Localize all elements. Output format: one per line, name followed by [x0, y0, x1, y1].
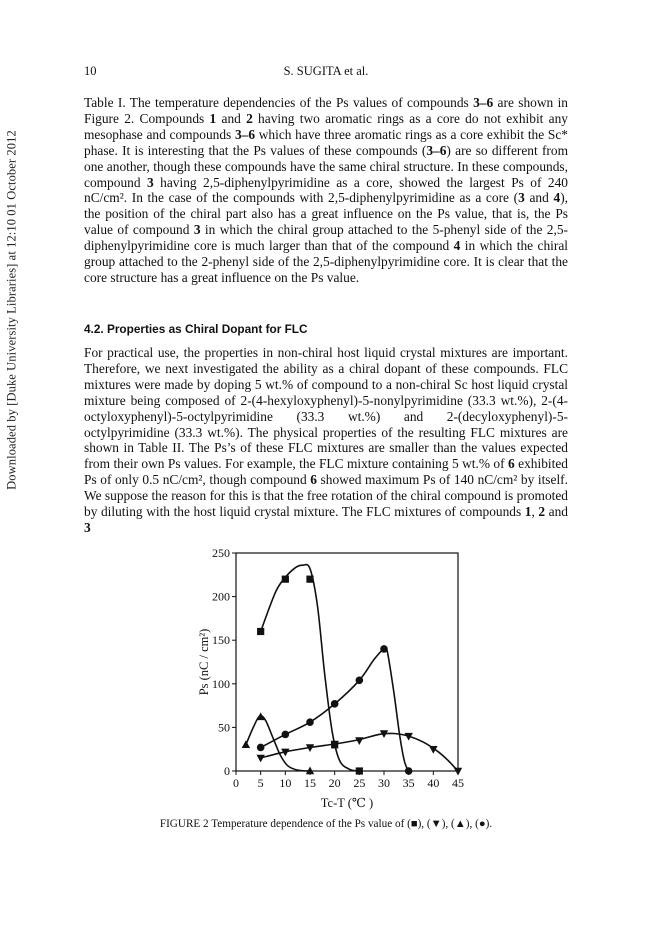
text-run: in which the chiral group attached to the 2-phenyl side of the 2,5-diphenylpyrimidine core. It is clear that the core structure has a great influence on the Ps value. — [84, 238, 568, 285]
triangle-down-marker — [355, 737, 363, 745]
compound-number: 3 — [518, 190, 525, 206]
y-tick-label: 250 — [212, 546, 230, 560]
square-marker — [356, 767, 363, 774]
chart-svg — [180, 545, 480, 825]
text-run: and — [545, 504, 568, 520]
square-marker — [257, 628, 264, 635]
compound-number: 6 — [508, 456, 515, 472]
y-axis-label: Ps (nC / cm²) — [197, 628, 211, 696]
text-run: are shown in Figure 2. Compounds — [84, 95, 568, 126]
text-run: showed maximum Ps of 140 nC/cm² by itself. We suppose the reason for this is that the free rotation of the chiral compound is promoted by diluting with the host liquid crystal mixture. The FLC mixtures of compounds — [84, 472, 568, 520]
compound-number: 3–6 — [473, 95, 494, 110]
compound-number: 3–6 — [426, 142, 447, 158]
text-run: in which the chiral group attached to the 5-phenyl side of the 2,5-diphenylpyrimidine core is much larger than that of the compound — [84, 222, 568, 254]
x-tick-label: 0 — [233, 776, 239, 790]
compound-number: 3–6 — [234, 126, 256, 142]
y-tick-label: 100 — [212, 676, 230, 691]
paragraph-table-discussion — [84, 95, 568, 286]
x-tick-label: 5 — [257, 776, 264, 790]
compound-number: 3 — [193, 222, 201, 238]
text-run: For practical use, the properties in non-chiral host liquid crystal mixtures are important. Therefore, we next investigated the ability as a chiral dopant of these compounds. FLC mixtures were made by doping 5 wt.% of compound to a non-chiral Sc host liquid crystal mixture being composed of 2-(4-hexyloxyphenyl)-5-nonylpyrimidine (33.3 wt.%), 2-(4-octyloxyphenyl)-5-octylpyrimidine (33.3 wt.%) and 2-(decyloxyphenyl)-5-octylpyrimidine (33.3 wt.%). The physical properties of the resulting FLC mixtures are shown in Table II. The Ps’s of these FLC mixtures are smaller than the values expected from their own Ps values. For example, the FLC mixture containing 5 wt.% of — [84, 345, 568, 472]
y-tick-label: 0 — [224, 764, 230, 778]
x-tick-label: 40 — [427, 776, 440, 790]
compound-number: 6 — [310, 472, 317, 488]
page-header — [84, 64, 568, 80]
circle-marker — [405, 767, 413, 775]
text-run: and — [216, 110, 247, 126]
triangle-up-marker — [242, 740, 250, 748]
compound-number: 1 — [524, 504, 532, 520]
compound-number: 3 — [84, 519, 91, 535]
x-tick-label: 10 — [279, 776, 292, 790]
triangle-down-marker — [454, 768, 462, 776]
triangle-down-marker — [256, 755, 264, 763]
square-marker — [282, 576, 289, 583]
text-run: having 2,5-diphenylpyrimidine as a core, showed the largest Ps of 240 nC/cm². In the case of the compounds with 2,5-diphenylpyrimidine as a core ( — [84, 174, 568, 206]
text-run: which have three aromatic rings as a core exhibit the Sc* phase. It is interesting that the Ps values of these compounds ( — [84, 126, 568, 158]
text-run: and — [524, 190, 554, 206]
compound-number: 4 — [553, 190, 561, 206]
section-title: 4.2. Properties as Chiral Dopant for FLC — [84, 322, 308, 336]
download-notice-text: Downloaded by [Duke University Libraries] at 12:10 01 October 2012 — [4, 130, 19, 490]
x-tick-label: 25 — [353, 776, 366, 790]
compound-number: 2 — [538, 504, 546, 520]
text-run: ) are so different from one another, though these compounds have the same chiral structure. In these compounds, compound — [84, 142, 568, 190]
compound-number: 1 — [209, 110, 217, 126]
y-tick-label: 150 — [212, 633, 230, 648]
page-number: 10 — [84, 64, 97, 78]
text-run: , — [531, 504, 539, 520]
circle-marker — [257, 744, 265, 752]
square-marker — [306, 576, 313, 583]
compound-number: 2 — [246, 110, 253, 126]
x-tick-label: 20 — [328, 776, 341, 790]
circle-marker — [356, 677, 364, 685]
circle-marker — [306, 718, 314, 726]
x-axis-label: Tc-T (℃ ) — [320, 796, 374, 810]
circle-marker — [380, 645, 388, 653]
y-tick-label: 50 — [218, 720, 230, 735]
compound-number: 4 — [453, 238, 461, 254]
x-tick-label: 15 — [304, 776, 316, 790]
figure-2-chart — [180, 545, 480, 825]
circle-marker — [331, 700, 339, 708]
text-run: Table I. The temperature dependencies of the Ps values of compounds — [84, 95, 474, 110]
text-run: exhibited Ps of only 0.5 nC/cm², though compound — [84, 456, 568, 488]
compound-number: 3 — [146, 174, 154, 190]
plot-frame — [236, 553, 458, 771]
text-run: having two aromatic rings as a core do not exhibit any mesophase and compounds — [84, 110, 568, 142]
x-tick-label: 35 — [402, 776, 415, 790]
download-notice — [2, 130, 22, 490]
triangle-up-series-line — [246, 716, 310, 771]
text-run: ), the position of the chiral part also has a great influence on the Ps value, that is, the Ps value of compound — [84, 190, 568, 238]
triangle-up-marker — [256, 712, 264, 720]
x-tick-label: 45 — [452, 776, 464, 790]
paragraph-chiral-dopant — [84, 345, 568, 536]
circle-marker — [282, 731, 290, 739]
x-tick-label: 30 — [378, 776, 390, 790]
figure-caption: FIGURE 2 Temperature dependence of the Ps value of (■), (▼), (▲), (●). — [159, 818, 493, 830]
y-tick-label: 200 — [212, 589, 230, 604]
running-title: S. SUGITA et al. — [283, 64, 369, 78]
